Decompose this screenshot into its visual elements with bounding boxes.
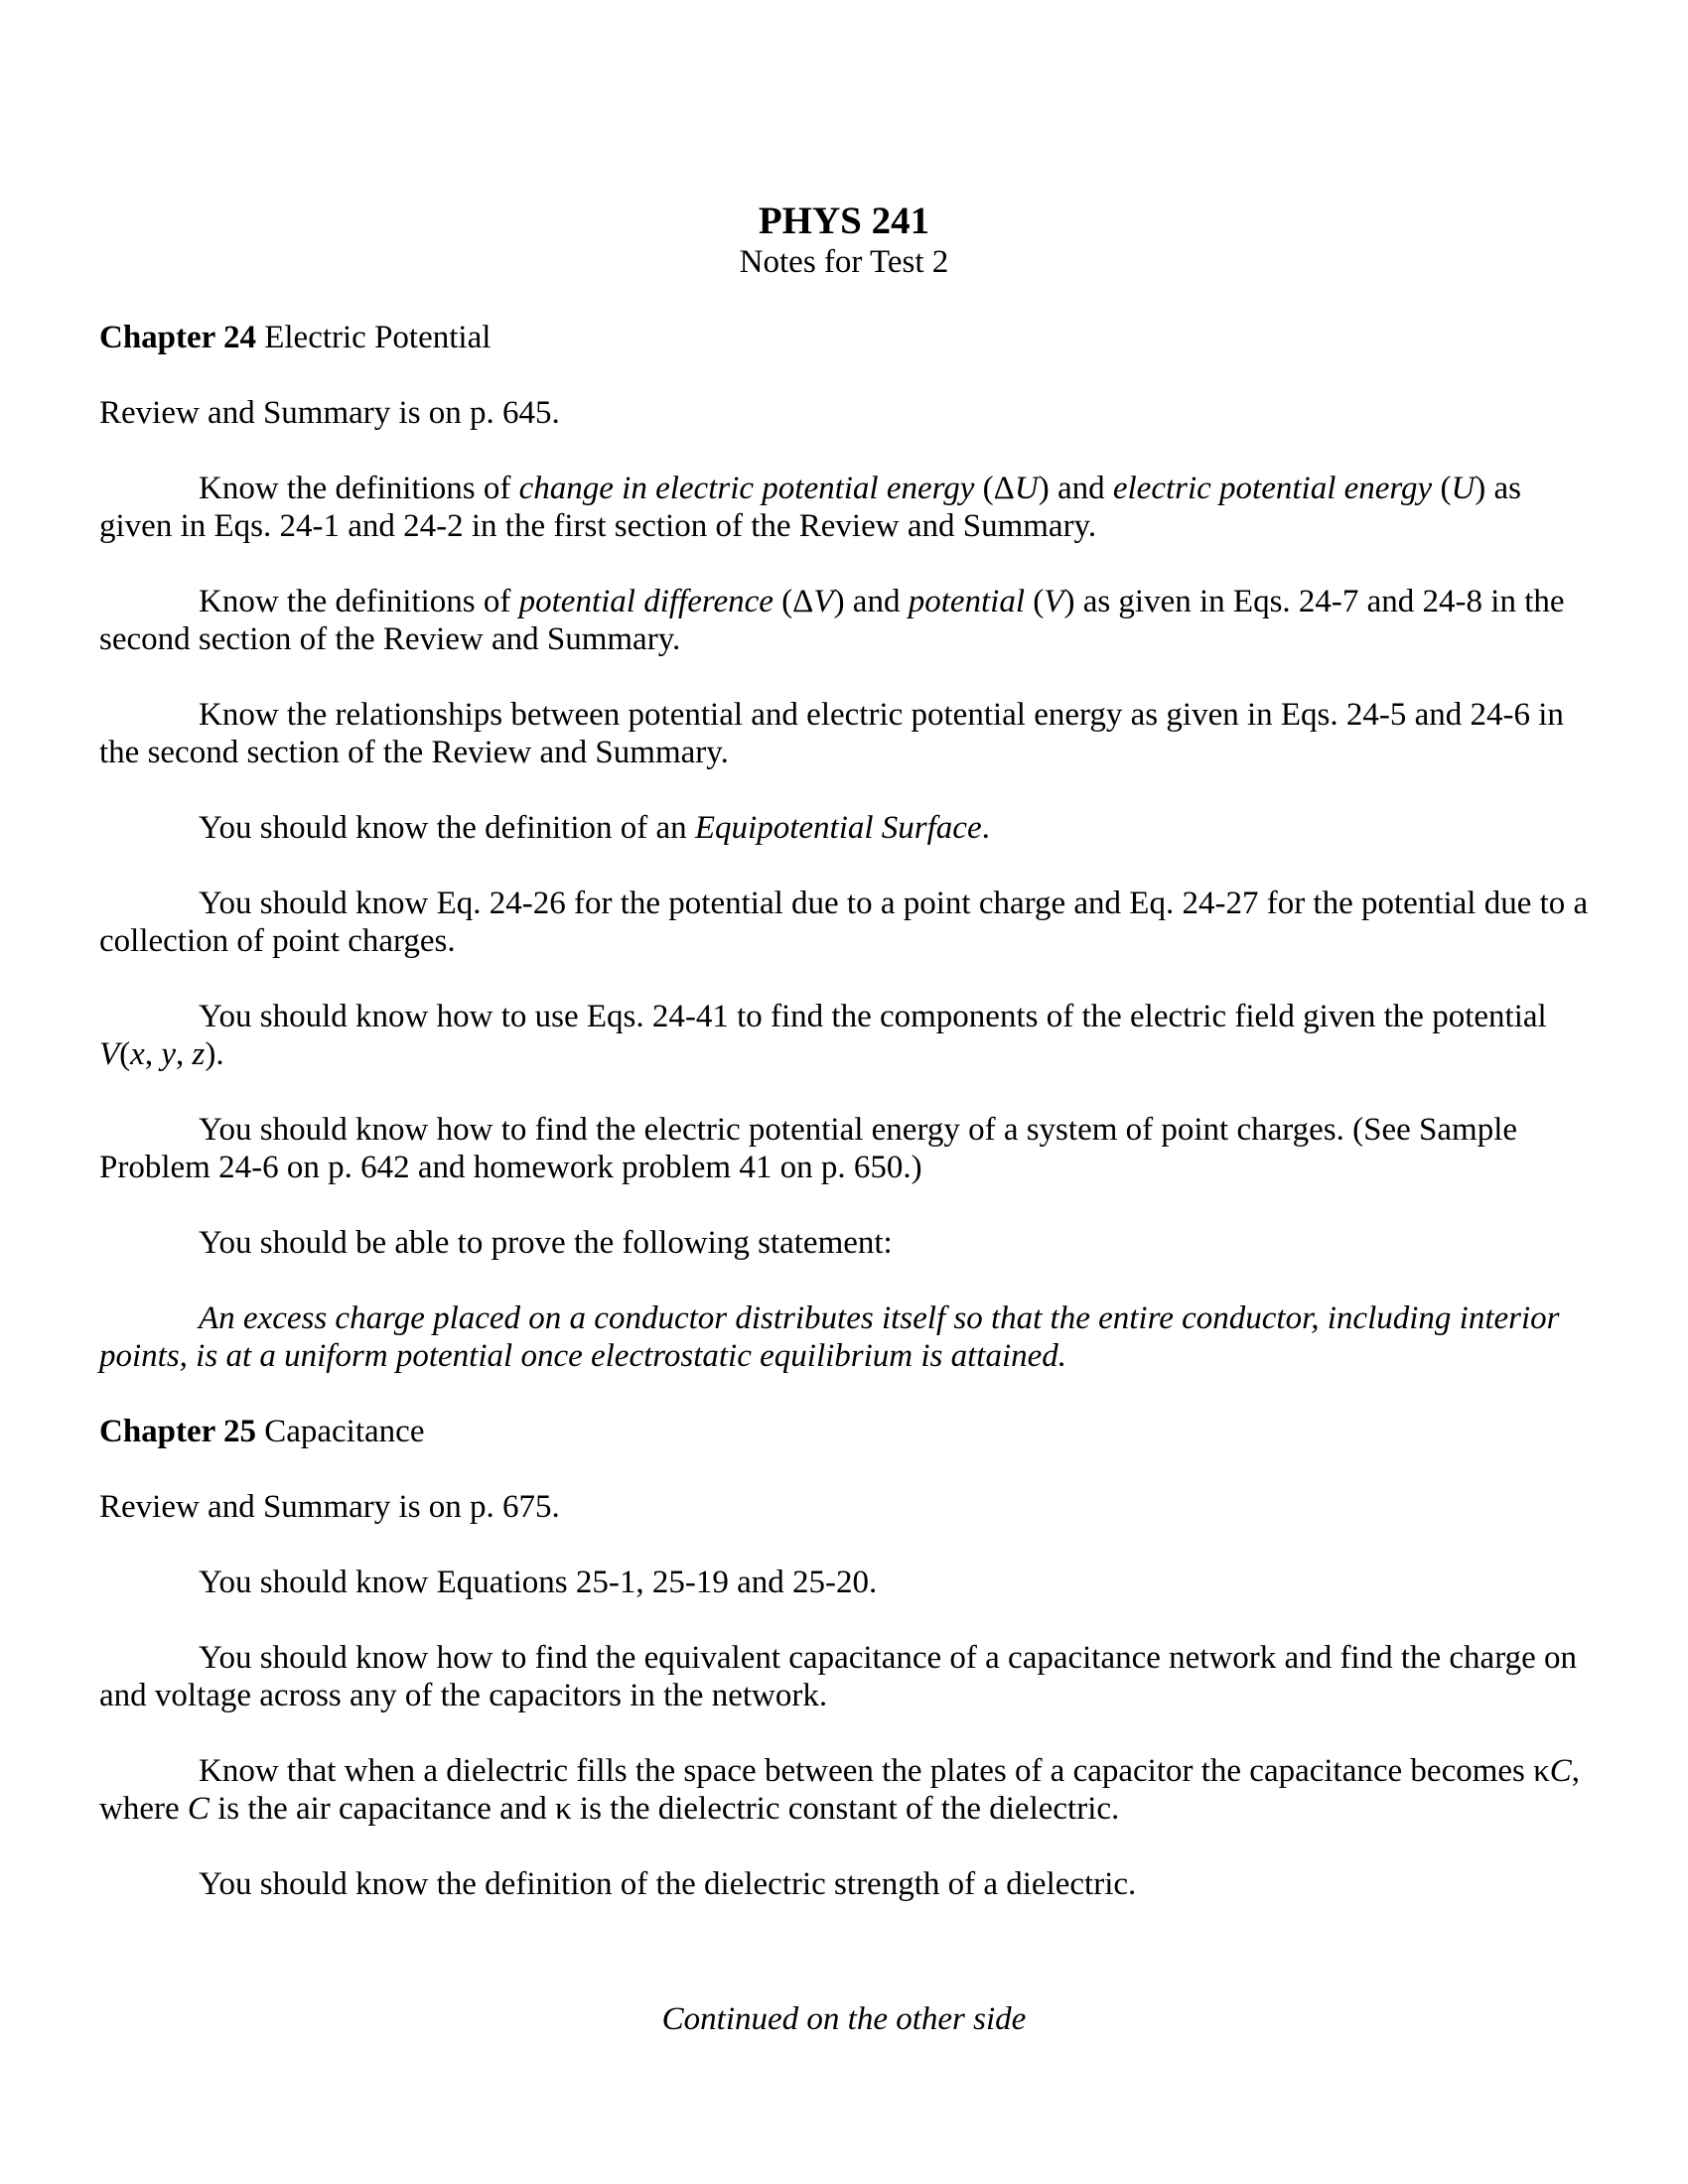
para-electric-field-components: You should know how to use Eqs. 24-41 to find the components of the electric field given the potential V(x, y, z).: [99, 999, 1547, 1072]
chapter-24-summary-ref: Review and Summary is on p. 645.: [99, 395, 560, 431]
para-potential-energy-relationships: Know the relationships between potential and electric potential energy as given in Eqs. 24-5 and 24-6 in the second section of the Review and Summary.: [99, 697, 1564, 770]
para-system-point-charges: You should know how to find the electric potential energy of a system of point charges. (See Sample Problem 24-6 on p. 642 and homework problem 41 on p. 650.): [99, 1112, 1518, 1185]
para-dielectric-strength: You should know the definition of the dielectric strength of a dielectric.: [199, 1866, 1137, 1902]
para-equipotential-surface: You should know the definition of an Equipotential Surface.: [199, 810, 990, 846]
continued-note: Continued on the other side: [661, 2001, 1027, 2037]
chapter-25-summary-ref: Review and Summary is on p. 675.: [99, 1489, 560, 1525]
para-conductor-statement: An excess charge placed on a conductor distributes itself so that the entire conductor, including interior points, is at a uniform potential once electrostatic equilibrium is attained.: [99, 1300, 1560, 1374]
document-title: PHYS 241: [758, 200, 930, 242]
para-point-charge-potential: You should know Eq. 24-26 for the potential due to a point charge and Eq. 24-27 for the potential due to a collection of point charges.: [99, 886, 1589, 959]
chapter-24-heading: Chapter 24 Electric Potential: [99, 320, 492, 355]
para-potential-difference-definitions: Know the definitions of potential difference (ΔV) and potential (V) as given in Eqs. 24-7 and 24-8 in the second section of the Review and Summary.: [99, 584, 1565, 657]
para-equivalent-capacitance: You should know how to find the equivalent capacitance of a capacitance network and find the charge on and voltage across any of the capacitors in the network.: [99, 1640, 1577, 1713]
para-potential-energy-definitions: Know the definitions of change in electric potential energy (ΔU) and electric potential energy (U) as given in Eqs. 24-1 and 24-2 in the first section of the Review and Summary.: [99, 471, 1522, 544]
para-prove-statement-intro: You should be able to prove the following statement:: [199, 1225, 893, 1261]
para-equations-25: You should know Equations 25-1, 25-19 and 25-20.: [199, 1565, 878, 1600]
para-dielectric-capacitance: Know that when a dielectric fills the space between the plates of a capacitor the capacitance becomes κC, where C is the air capacitance and κ is the dielectric constant of the dielectric.: [99, 1753, 1581, 1827]
document-subtitle: Notes for Test 2: [739, 244, 949, 280]
chapter-25-heading: Chapter 25 Capacitance: [99, 1414, 425, 1449]
